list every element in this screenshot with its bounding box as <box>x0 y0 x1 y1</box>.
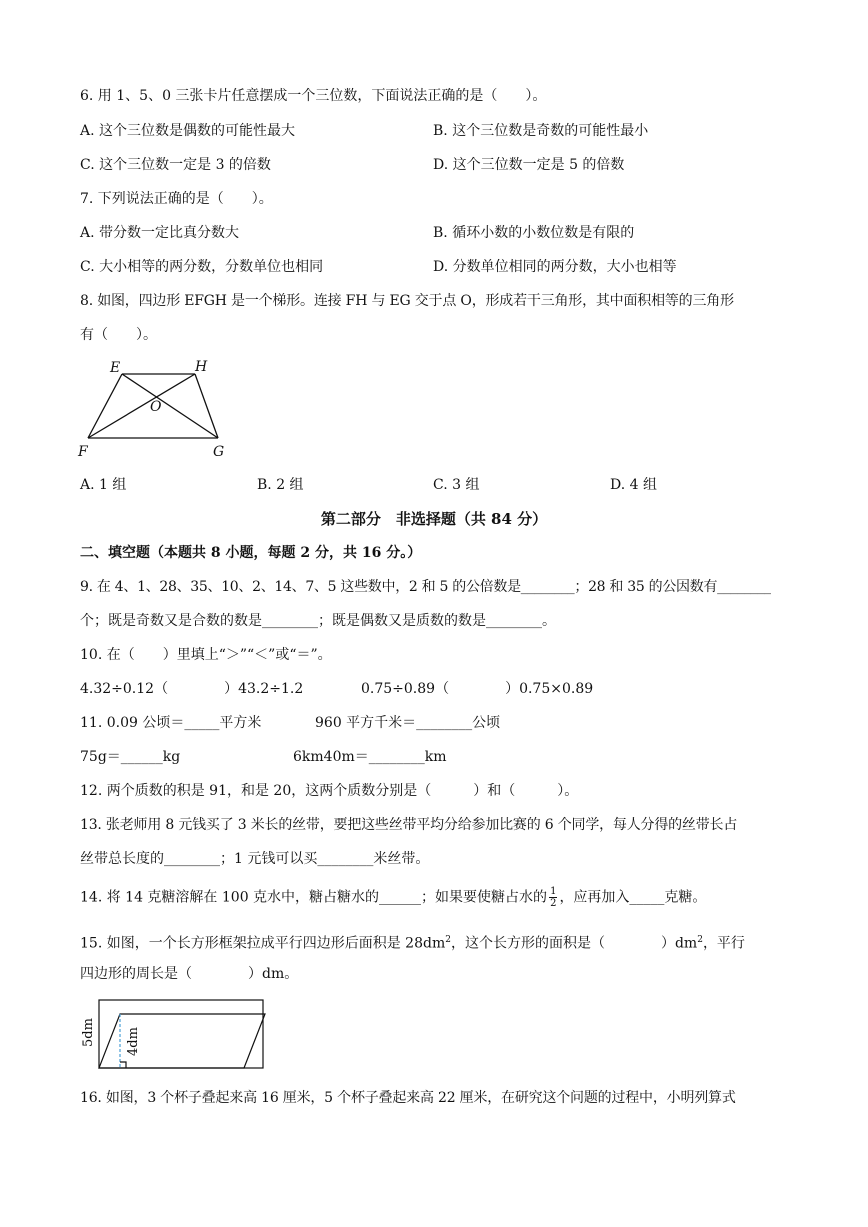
q15-text-a: 15. 如图，一个长方形框架拉成平行四边形后面积是 28dm <box>80 935 446 952</box>
q8-option-a: A. 1 组 <box>80 477 127 493</box>
label-e: E <box>110 360 121 376</box>
diagonal-eg <box>122 374 218 438</box>
parallelogram-frame <box>99 1014 265 1068</box>
q6-option-a: A. 这个三位数是偶数的可能性最大 <box>80 123 296 139</box>
q10-stem: 10. 在（ ）里填上“＞”“＜”或“＝”。 <box>80 647 332 663</box>
q14-stem <box>80 886 706 909</box>
q15-text-b: ，这个长方形的面积是（ ）dm <box>450 935 698 952</box>
q14-fraction-denominator: 2 <box>550 898 557 909</box>
q14-fraction <box>549 886 557 909</box>
label-4dm: 4dm <box>126 1027 141 1056</box>
q6-option-b: B. 这个三位数是奇数的可能性最小 <box>433 123 649 139</box>
q15-sup-1: 2 <box>445 935 451 945</box>
q13-line1: 13. 张老师用 8 元钱买了 3 米长的丝带，要把这些丝带平均分给参加比赛的 6 个同学，每人分得的丝带长占 <box>80 817 738 833</box>
q7-option-a: A. 带分数一定比真分数大 <box>80 225 240 241</box>
q10-expression-2: 0.75÷0.89（ ）0.75×0.89 <box>361 681 594 697</box>
q7-option-c: C. 大小相等的两分数，分数单位也相同 <box>80 259 324 275</box>
q6-option-d: D. 这个三位数一定是 5 的倍数 <box>433 157 625 173</box>
trapezoid-figure <box>74 352 244 462</box>
q8-option-b: B. 2 组 <box>257 477 304 493</box>
q15-line1 <box>80 930 745 954</box>
q7-option-d: D. 分数单位相同的两分数，大小也相等 <box>433 259 677 275</box>
q10-expression-1: 4.32÷0.12（ ）43.2÷1.2 <box>80 681 304 697</box>
right-angle-mark <box>120 1062 126 1068</box>
q11-part-b: 960 平方千米＝________公顷 <box>315 715 501 731</box>
label-5dm: 5dm <box>81 1018 96 1047</box>
label-g: G <box>213 444 225 460</box>
q8-stem-line2: 有（ ）。 <box>80 327 157 343</box>
q9-line2: 个；既是奇数又是合数的数是________；既是偶数又是质数的数是________。 <box>80 613 556 629</box>
q11-part-d: 6km40m＝________km <box>293 749 447 765</box>
q14-fraction-numerator: 1 <box>550 886 557 897</box>
q14-text-before: 14. 将 14 克糖溶解在 100 克水中，糖占糖水的______；如果要使糖占水的 <box>80 889 548 906</box>
q14-text-after: ，应再加入_____克糖。 <box>559 889 707 906</box>
q13-line2: 丝带总长度的________；1 元钱可以买________米丝带。 <box>80 851 430 867</box>
q6-option-c: C. 这个三位数一定是 3 的倍数 <box>80 157 271 173</box>
q15-text-c: ，平行 <box>702 935 745 952</box>
q11-part-a: 11. 0.09 公顷＝_____平方米 <box>80 715 262 731</box>
diagonal-fh <box>88 374 195 438</box>
q15-sup-2: 2 <box>697 935 703 945</box>
q8-option-c: C. 3 组 <box>433 477 480 493</box>
rectangle-parallelogram-figure <box>76 994 276 1076</box>
q11-part-c: 75g＝______kg <box>80 749 181 765</box>
q8-option-d: D. 4 组 <box>610 477 657 493</box>
q8-stem-line1: 8. 如图，四边形 EFGH 是一个梯形。连接 FH 与 EG 交于点 O，形成若干三角形，其中面积相等的三角形 <box>80 293 734 309</box>
section-two-title: 二、填空题（本题共 8 小题，每题 2 分，共 16 分。） <box>80 545 422 561</box>
q6-stem: 6. 用 1、5、0 三张卡片任意摆成一个三位数，下面说法正确的是（ ）。 <box>80 88 547 104</box>
label-o: O <box>150 399 162 415</box>
label-h: H <box>195 359 208 375</box>
edge-hg <box>195 374 218 438</box>
q12-stem: 12. 两个质数的积是 91，和是 20，这两个质数分别是（ ）和（ ）。 <box>80 783 579 799</box>
q9-line1: 9. 在 4、1、28、35、10、2、14、7、5 这些数中，2 和 5 的公倍数是________；28 和 35 的公因数有________ <box>80 579 771 595</box>
q7-option-b: B. 循环小数的小数位数是有限的 <box>433 225 635 241</box>
rectangle-frame <box>99 1000 263 1068</box>
q15-line2: 四边形的周长是（ ）dm。 <box>80 966 299 982</box>
part-two-title: 第二部分 非选择题（共 84 分） <box>320 510 548 528</box>
label-f: F <box>78 444 88 460</box>
q7-stem: 7. 下列说法正确的是（ ）。 <box>80 191 273 207</box>
q16-line1: 16. 如图，3 个杯子叠起来高 16 厘米，5 个杯子叠起来高 22 厘米，在研究这个问题的过程中，小明列算式 <box>80 1090 736 1106</box>
